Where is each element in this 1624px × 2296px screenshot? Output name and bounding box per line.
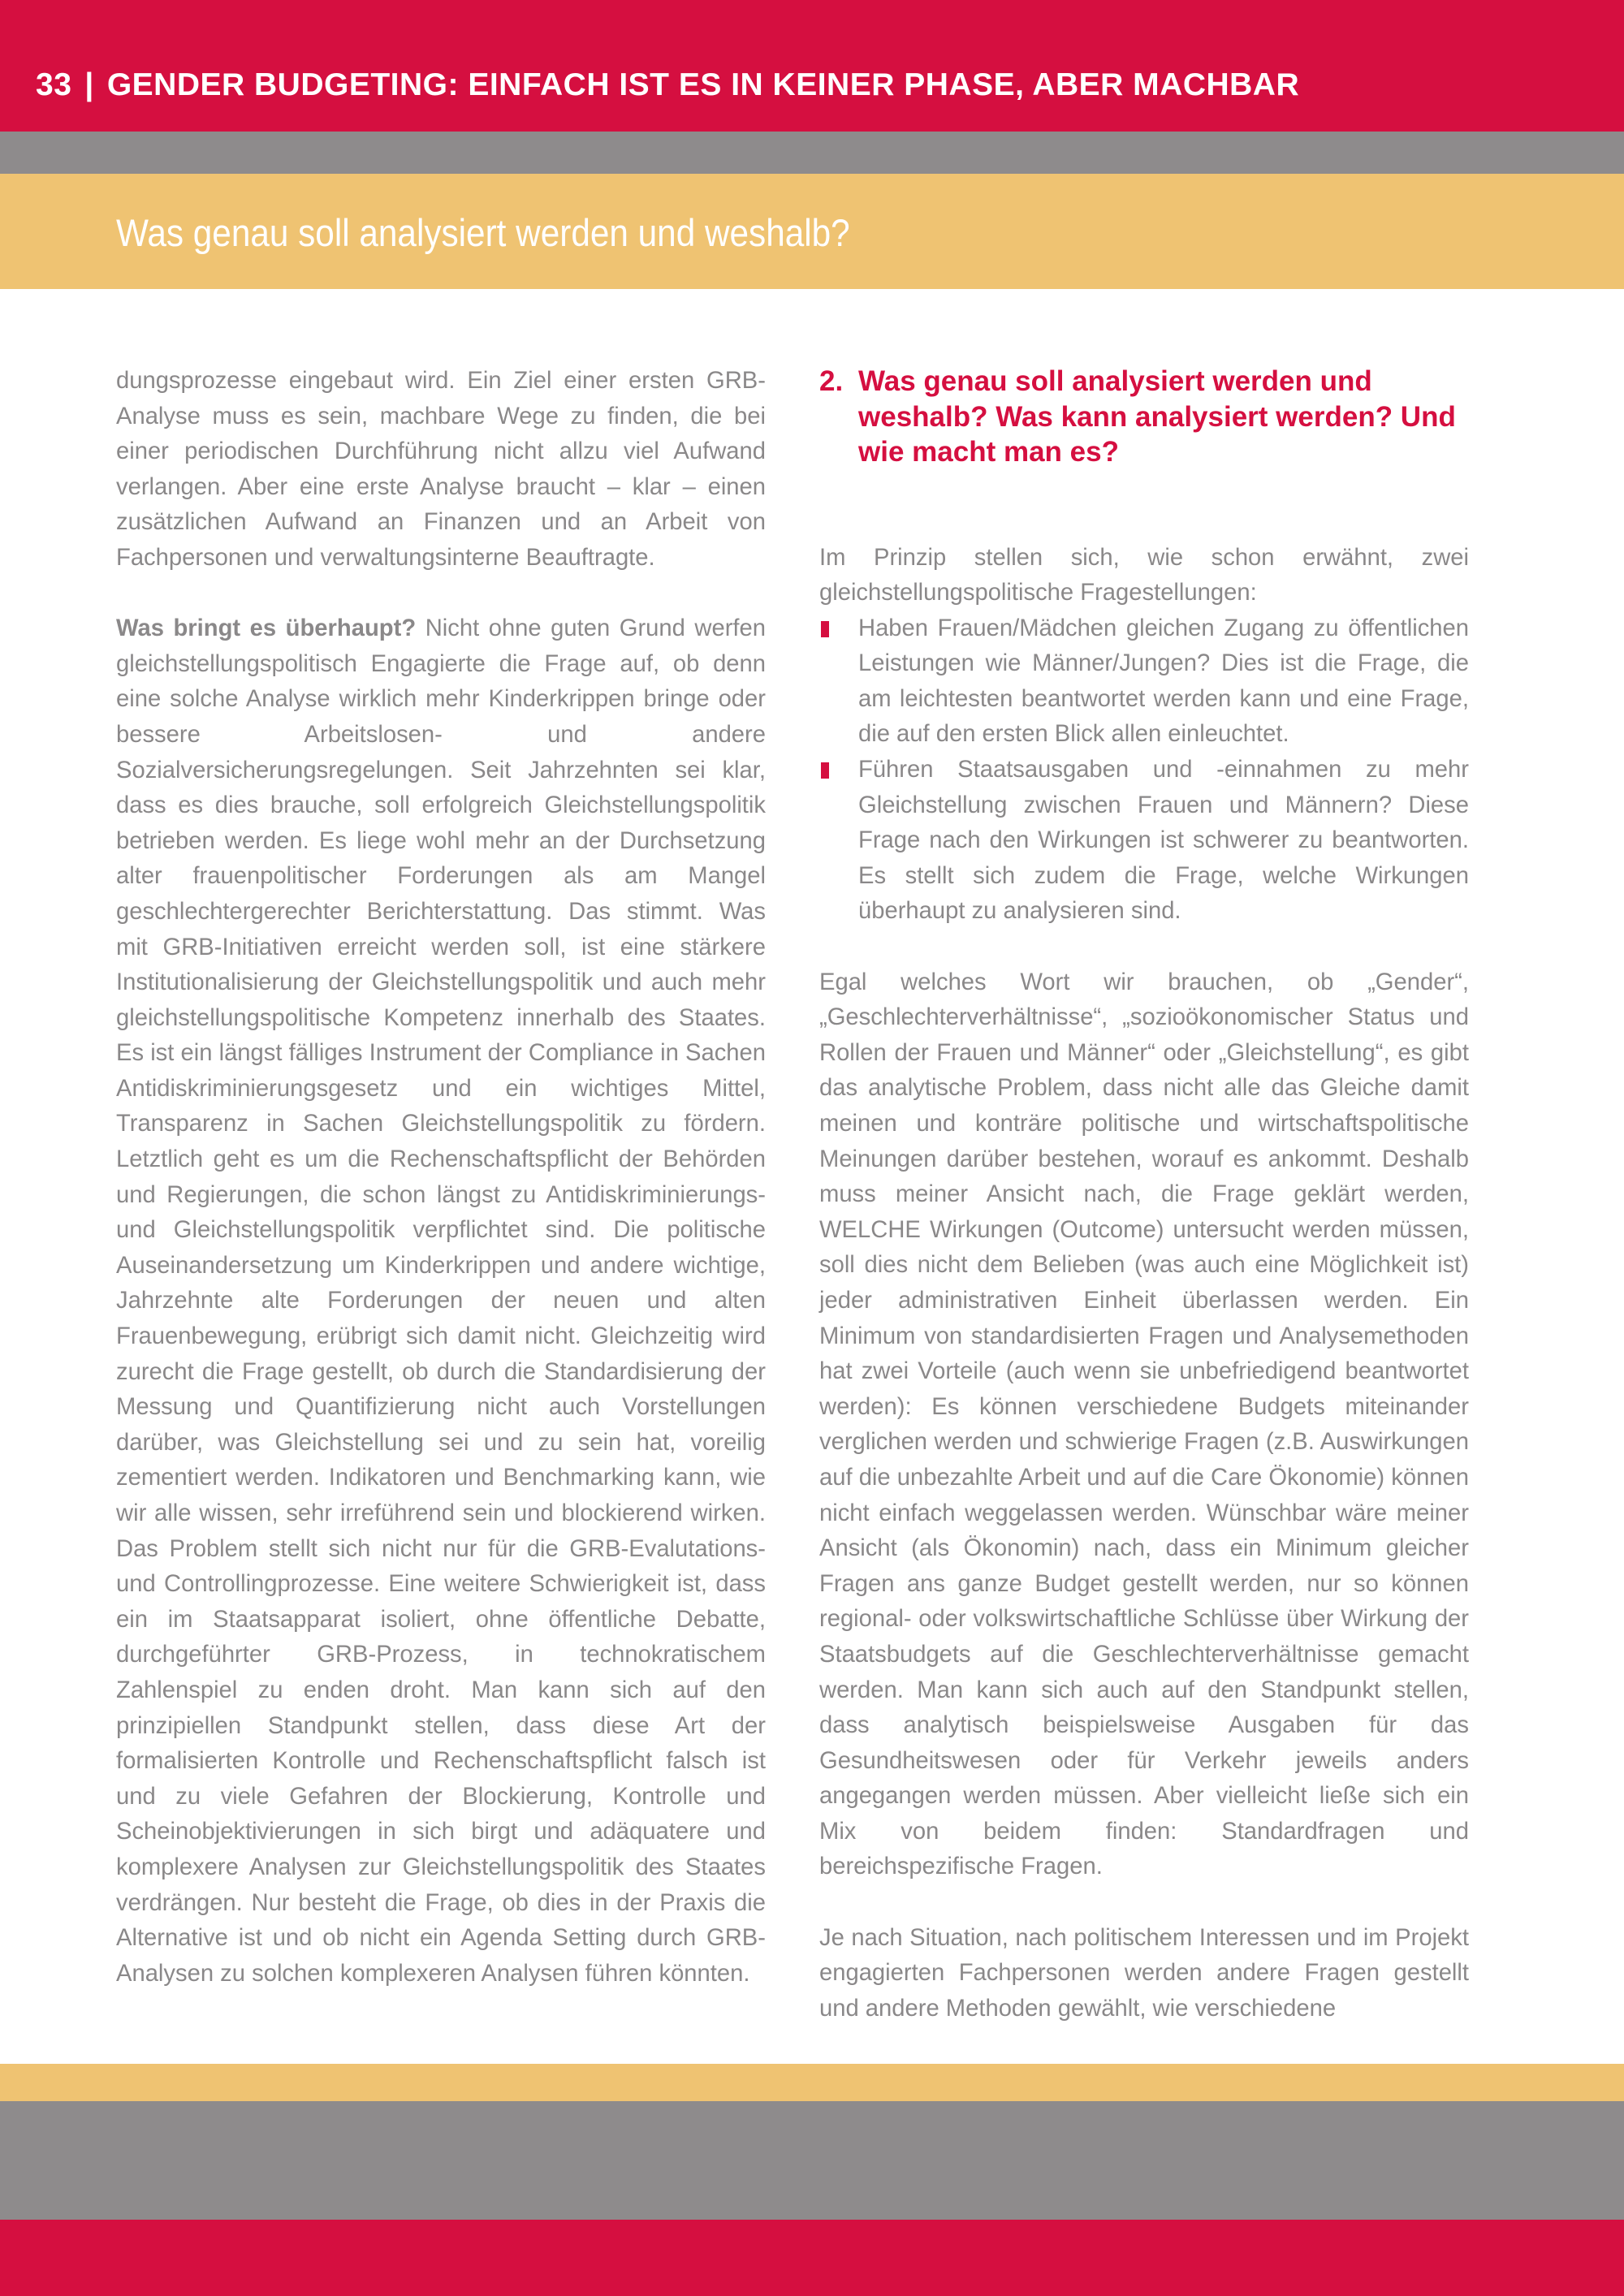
footer-band-gray bbox=[0, 2101, 1624, 2220]
section-heading bbox=[819, 364, 1469, 470]
paragraph: Im Prinzip stellen sich, wie schon erwähnt, zwei gleichstellungspolitische Fragestellungen: bbox=[819, 544, 1469, 606]
bullet-list bbox=[819, 611, 1469, 930]
footer-band-red bbox=[0, 2220, 1624, 2296]
paragraph bbox=[116, 611, 766, 1992]
page-number: 33 bbox=[36, 67, 72, 102]
paragraph-body: Nicht ohne guten Grund werfen gleichstellungspolitisch Engagierte die Frage auf, ob denn eine solche Analyse wirklich mehr Kinderkrippen bringe oder bessere Arbeitslosen- und andere Sozialversicherungsregelungen. Seit Jahrzehnten sei klar, dass es dies brauche, soll erfolgreich Gleichstellungspolitik betrieben werden. Es liege wohl mehr an der Durchsetzung alter frauenpolitischer Forderungen als am Mangel geschlechtergerechter Berichterstattung. Das stimmt. Was mit GRB-Initiativen erreicht werden soll, ist eine stärkere Institutionalisierung der Gleichstellungspolitik und auch mehr gleichstellungspolitische Kompetenz innerhalb des Staates. Es ist ein längst fälliges Instrument der Compliance in Sachen Antidiskriminierungsgesetz und ein wichtiges Mittel, Transparenz in Sachen Gleichstellungspolitik zu fördern. Letztlich geht es um die Rechenschaftspflicht der Behörden und Regierungen, die schon längst zu Antidiskriminierungs- und Gleichstellungspolitik verpflichtet sind. Die politische Auseinandersetzung um Kinderkrippen und andere wichtige, Jahrzehnte alte Forderungen der neuen und alten Frauenbewegung, erübrigt sich damit nicht. Gleichzeitig wird zurecht die Frage gestellt, ob durch die Standardisierung der Messung und Quantifizierung nicht auch Vorstellungen darüber, was Gleichstellung sei und zu sein hat, voreilig zementiert werden. Indikatoren und Benchmarking kann, wie wir alle wissen, sehr irreführend sein und blockierend wirken. Das Problem stellt sich nicht nur für die GRB-Evalutations- und Controllingprozesse. Eine weitere Schwierigkeit ist, dass ein im Staatsapparat isoliert, ohne öffentliche Debatte, durchgeführter GRB-Prozess, in technokratischem Zahlenspiel zu enden droht. Man kann sich auf den prinzipiellen Standpunkt stellen, dass diese Art der formalisierten Kontrolle und Rechenschaftspflicht falsch ist und zu viele Gefahren der Blockierung, Kontrolle und Scheinobjektivierungen in sich birgt und adäquatere und komplexere Analysen zur Gleichstellungspolitik des Staates verdrängen. Nur besteht die Frage, ob dies in der Praxis die Alternative ist und ob nicht ein Agenda Setting durch GRB-Analysen zu solchen komplexeren Analysen führen könnten. bbox=[116, 615, 766, 1987]
chapter-title: Was genau soll analysiert werden und weshalb? bbox=[116, 211, 850, 254]
running-header-title: GENDER BUDGETING: EINFACH IST ES IN KEINER PHASE, ABER MACHBAR bbox=[106, 67, 1300, 102]
footer-stripe-yellow bbox=[0, 2064, 1624, 2101]
paragraph: dungsprozesse eingebaut wird. Ein Ziel einer ersten GRB-Analyse muss es sein, machbare Wege zu finden, die bei einer periodischen Durchführung nicht allzu viel Aufwand verlangen. Aber eine erste Analyse braucht – klar – einen zusätzlichen Aufwand an Finanzen und an Arbeit von Fachpersonen und verwaltungsinterne Beauftragte. bbox=[116, 368, 766, 571]
running-header bbox=[36, 63, 1299, 107]
header-separator: | bbox=[84, 67, 94, 102]
right-column bbox=[819, 364, 1469, 2026]
section-heading-text: Was genau soll analysiert werden und weshalb? Was kann analysiert werden? Und wie macht man es? bbox=[858, 365, 1456, 468]
paragraph-lead: Was bringt es überhaupt? bbox=[116, 615, 417, 642]
header-stripe-gray bbox=[0, 132, 1624, 174]
section-number: 2. bbox=[819, 365, 844, 397]
paragraph: Egal welches Wort wir brauchen, ob „Gender“, „Geschlechterverhältnisse“, „sozioökonomischer Status und Rollen der Frauen und Männer“ oder „Gleichstellung“, es gibt das analytische Problem, dass nicht alle das Gleiche damit meinen und konträre politische und wirtschaftspolitische Meinungen darüber bestehen, worauf es ankommt. Deshalb muss meiner Ansicht nach, die Frage geklärt werden, WELCHE Wirkungen (Outcome) untersucht werden müssen, soll dies nicht dem Belieben (was auch eine Möglichkeit ist) jeder administrativen Einheit überlassen werden. Ein Minimum von standardisierten Fragen und Analysemethoden hat zwei Vorteile (auch wenn sie unbefriedigend beantwortet werden): Es können verschiedene Budgets miteinander verglichen werden und schwierige Fragen (z.B. Auswirkungen auf die unbezahlte Arbeit und auf die Care Ökonomie) können nicht einfach weggelassen werden. Wünschbar wäre meiner Ansicht (als Ökonomin) nach, dass ein Minimum gleicher Fragen ans ganze Budget gestellt werden, nur so können regional- oder volkswirtschaftliche Schlüsse über Wirkung der Staatsbudgets auf die Geschlechterverhältnisse gemacht werden. Man kann sich auch auf den Standpunkt stellen, dass analytisch beispielsweise Ausgaben für das Gesundheitswesen oder für Verkehr jeweils anders angegangen werden müssen. Aber vielleicht ließe sich ein Mix von beidem finden: Standardfragen und bereichspezifische Fragen. bbox=[819, 969, 1469, 1880]
list-item: Führen Staatsausgaben und -einnahmen zu mehr Gleichstellung zwischen Frauen und Männern? Diese Frage nach den Wirkungen ist schwerer zu beantworten. Es stellt sich zudem die Frage, welche Wirkungen überhaupt zu analysieren sind. bbox=[819, 753, 1469, 930]
left-column bbox=[116, 364, 766, 1992]
list-item: Haben Frauen/Mädchen gleichen Zugang zu öffentlichen Leistungen wie Männer/Jungen? Dies ist die Frage, die am leichtesten beantwortet werden kann und eine Frage, die auf den ersten Blick allen einleuchtet. bbox=[819, 611, 1469, 753]
paragraph: Je nach Situation, nach politischem Interessen und im Projekt engagierten Fachpersonen werden andere Fragen gestellt und andere Methoden gewählt, wie verschiedene bbox=[819, 1924, 1469, 2022]
